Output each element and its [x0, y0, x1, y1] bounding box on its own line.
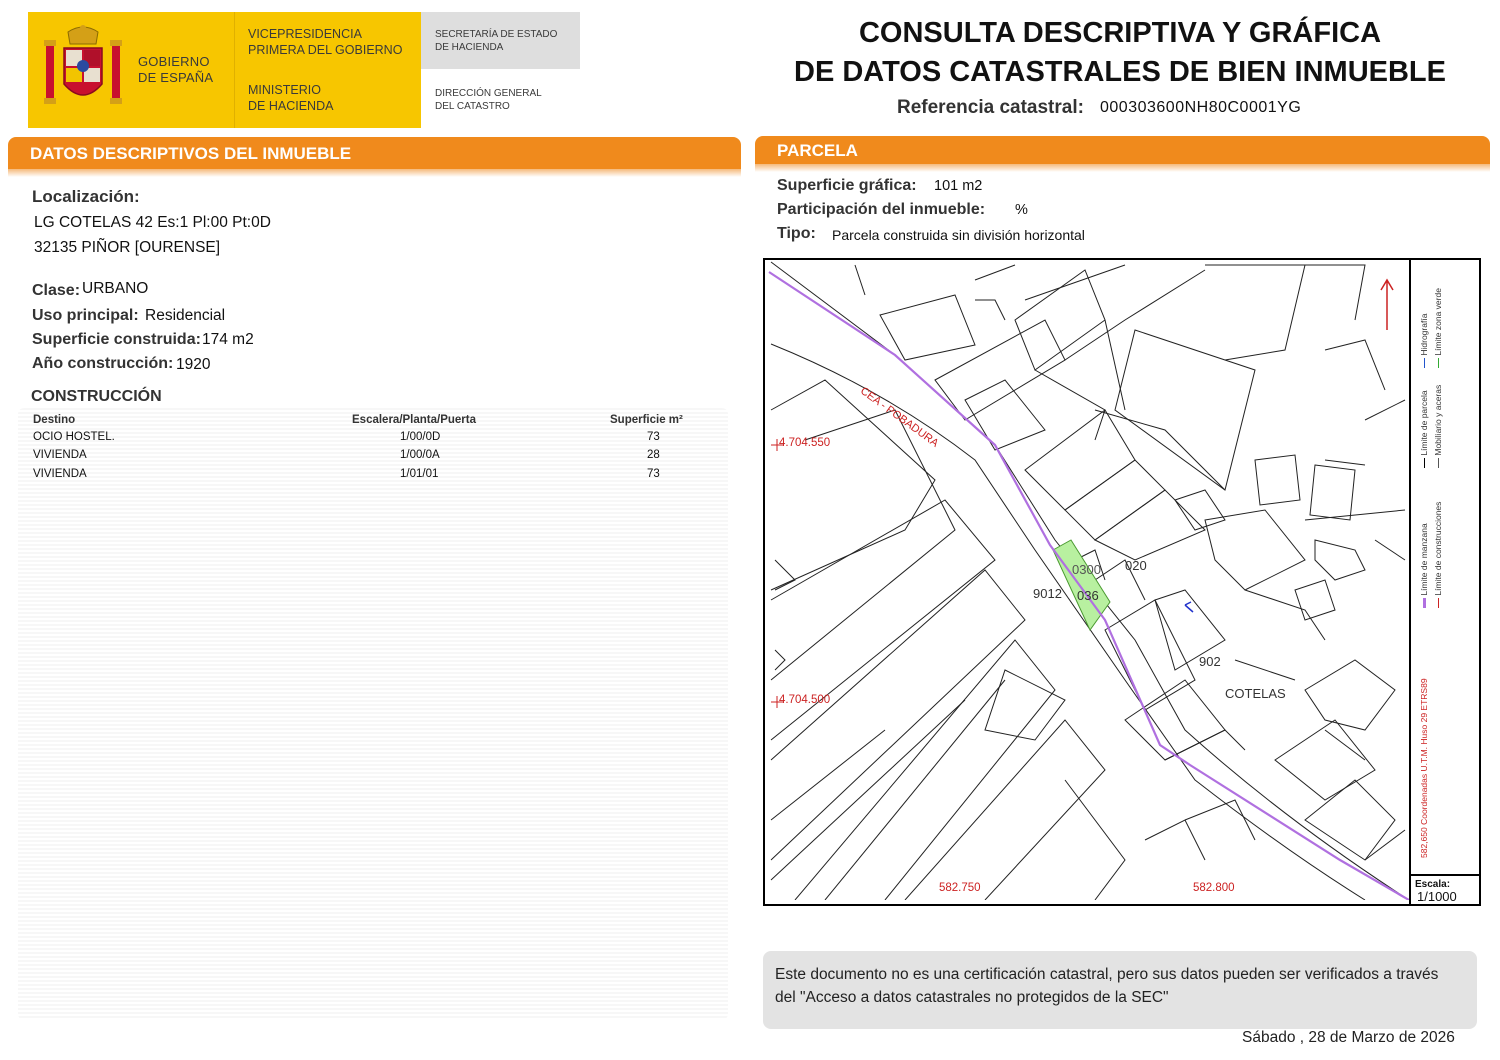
construccion-title: CONSTRUCCIÓN	[31, 388, 162, 405]
ministerio-text: MINISTERIO DE HACIENDA	[248, 83, 334, 113]
cell-escalera: 1/00/0D	[400, 431, 441, 443]
parcel-label: 9012	[1033, 586, 1062, 601]
map-legend	[1409, 258, 1479, 874]
anio-construccion-label: Año construcción:	[32, 355, 174, 372]
col-header-destino: Destino	[33, 414, 76, 426]
referencia-label: Referencia catastral:	[897, 97, 1084, 118]
clase-value: URBANO	[82, 280, 149, 297]
parcel-label: 902	[1199, 654, 1221, 669]
section-header-fade	[8, 169, 741, 177]
direccion-general-text: DIRECCIÓN GENERAL DEL CATASTRO	[435, 88, 542, 112]
cell-superficie: 73	[647, 468, 660, 480]
logo-divider	[234, 12, 235, 128]
construccion-table-panel	[18, 408, 728, 1020]
scale-label: Escala:	[1415, 879, 1451, 890]
coord-x-label: 582.800	[1193, 882, 1235, 894]
tipo-label: Tipo:	[777, 225, 816, 242]
legend-item: Límite de construcciones	[1433, 502, 1443, 608]
col-header-superficie: Superficie m²	[610, 414, 683, 426]
address-line-2: 32135 PIÑOR [OURENSE]	[34, 239, 221, 256]
street-label: CEA - POBADURA	[857, 385, 941, 450]
uso-principal-label: Uso principal:	[32, 307, 139, 324]
place-label: COTELAS	[1225, 686, 1286, 701]
superficie-construida-label: Superficie construida:	[32, 331, 201, 348]
cell-destino: OCIO HOSTEL.	[33, 431, 115, 443]
parcel-label: 0300	[1072, 562, 1101, 577]
cell-superficie: 28	[647, 449, 660, 461]
cell-escalera: 1/01/01	[400, 468, 439, 480]
cell-superficie: 73	[647, 431, 660, 443]
localizacion-label: Localización:	[32, 187, 140, 206]
legend-item: Hidrografía	[1419, 314, 1429, 368]
coord-y-label: 4.704.550	[779, 437, 831, 449]
legend-item: Límite de parcela	[1419, 390, 1429, 468]
participacion-value: %	[1015, 202, 1028, 218]
parcel-label: 020	[1125, 558, 1147, 573]
legend-item: Mobiliario y aceras	[1433, 385, 1443, 468]
coord-x-label: 582.750	[939, 882, 981, 894]
col-header-escalera: Escalera/Planta/Puerta	[352, 414, 477, 426]
secretaria-text: SECRETARÍA DE ESTADO DE HACIENDA	[435, 29, 558, 53]
superficie-grafica-label: Superficie gráfica:	[777, 177, 917, 194]
superficie-construida-value: 174 m2	[202, 331, 254, 348]
clase-label: Clase:	[32, 282, 81, 299]
scale-value: 1/1000	[1417, 889, 1457, 904]
cell-escalera: 1/00/0A	[400, 449, 440, 461]
cell-destino: VIVIENDA	[33, 468, 87, 480]
disclaimer-text: Este documento no es una certificación catastral, pero sus datos pueden ser verificados a través del "Acceso a datos catastrales no protegidos de la SEC"	[775, 966, 1439, 1006]
vicepresidencia-text: VICEPRESIDENCIA PRIMERA DEL GOBIERNO	[248, 27, 403, 57]
tipo-value: Parcela construida sin división horizontal	[832, 227, 1085, 243]
cadastral-map[interactable]	[763, 258, 1481, 906]
disclaimer-box	[763, 951, 1477, 1029]
map-scale	[1409, 874, 1479, 904]
participacion-label: Participación del inmueble:	[777, 201, 986, 218]
anio-construccion-value: 1920	[176, 356, 211, 373]
gobierno-de-espana-text: GOBIERNO DE ESPAÑA	[138, 54, 214, 85]
referencia-value: 000303600NH80C0001YG	[1100, 99, 1302, 116]
parcela-header: PARCELA	[755, 136, 1490, 164]
coat-of-arms-icon	[40, 22, 126, 114]
legend-item: Límite de manzana	[1419, 523, 1429, 608]
superficie-grafica-value: 101 m2	[934, 178, 983, 194]
legend-item: Límite zona verde	[1433, 288, 1443, 368]
datos-descriptivos-header: DATOS DESCRIPTIVOS DEL INMUEBLE	[8, 137, 741, 169]
coord-y-label: 4.704.500	[779, 694, 831, 706]
document-date: Sábado , 28 de Marzo de 2026	[1242, 1029, 1455, 1046]
page-title: CONSULTA DESCRIPTIVA Y GRÁFICA DE DATOS CATASTRALES DE BIEN INMUEBLE	[794, 17, 1446, 88]
coord-system-label: 582,650 Coordenadas U.T.M. Huso 29 ETRS89	[1419, 678, 1429, 858]
map-drawing	[765, 260, 1409, 900]
address-line-1: LG COTELAS 42 Es:1 Pl:00 Pt:0D	[34, 214, 271, 231]
cell-destino: VIVIENDA	[33, 449, 87, 461]
section-header-fade	[755, 164, 1490, 172]
parcel-label: 036	[1077, 588, 1099, 603]
uso-principal-value: Residencial	[145, 307, 226, 324]
